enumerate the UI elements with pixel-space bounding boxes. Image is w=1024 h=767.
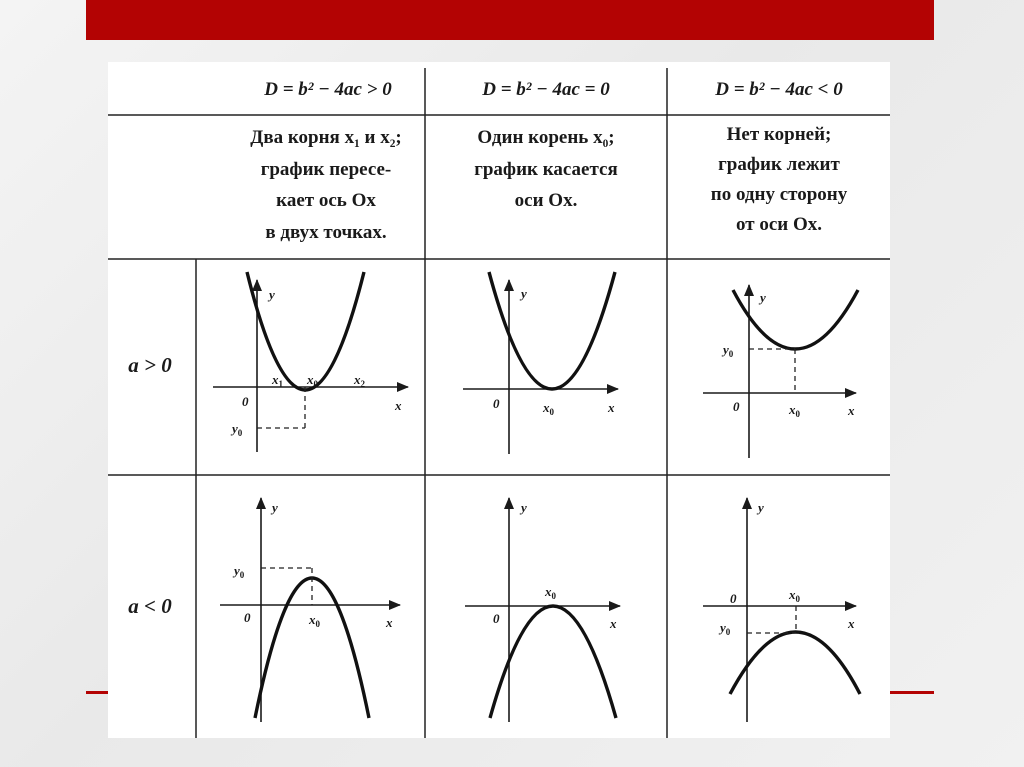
svg-text:x0: $x_0$ [789, 402, 800, 419]
graph-a-neg-d-zero [465, 498, 620, 722]
slide-accent-line-left [86, 691, 110, 694]
svg-text:y0: $y_0$ [723, 342, 734, 359]
description-positive [250, 127, 402, 243]
svg-text:график касается: график касается [474, 159, 618, 180]
svg-text:в двух точках.: в двух точках. [265, 222, 387, 243]
header-discriminant-positive: D = b² − 4ac > 0 [264, 79, 392, 100]
svg-text:x: x [395, 398, 402, 413]
graph-a-neg-d-neg [703, 498, 860, 722]
svg-text:x0: $x_0$ [307, 372, 318, 389]
svg-text:0: 0 [493, 396, 500, 411]
row-label-a-positive: a > 0 [128, 353, 172, 377]
svg-text:x0: $x_0$ [789, 587, 800, 604]
svg-text:x2: $x_2$ [354, 372, 365, 389]
svg-text:0: 0 [242, 394, 249, 409]
header-discriminant-negative: D = b² − 4ac < 0 [715, 79, 843, 100]
svg-text:y0: $y_0$ [720, 620, 731, 637]
svg-text:0: 0 [730, 591, 737, 606]
svg-text:Один корень x₀;: Один корень x₀; [477, 127, 615, 148]
svg-text:y: y [760, 290, 766, 305]
svg-text:x: x [848, 403, 855, 418]
graph-a-pos-d-neg [703, 285, 858, 458]
svg-text:y: y [521, 500, 527, 515]
svg-text:x1: $x_1$ [272, 372, 283, 389]
svg-text:x: x [848, 616, 855, 631]
quadratic-discriminant-table [108, 62, 890, 738]
header-discriminant-zero: D = b² − 4ac = 0 [482, 79, 610, 100]
svg-text:оси Ox.: оси Ox. [514, 190, 578, 211]
svg-text:y: y [758, 500, 764, 515]
slide-accent-line-right [889, 691, 934, 694]
description-zero [474, 127, 618, 211]
svg-text:от оси Ox.: от оси Ox. [736, 214, 822, 235]
svg-text:Два корня x₁ и x₂;: Два корня x₁ и x₂; [250, 127, 402, 148]
svg-text:x0: $x_0$ [543, 400, 554, 417]
graph-a-neg-d-pos [220, 498, 400, 722]
svg-text:0: 0 [493, 611, 500, 626]
svg-text:x0: $x_0$ [309, 612, 320, 629]
svg-text:по одну сторону: по одну сторону [710, 184, 848, 205]
svg-text:y0: $y_0$ [234, 563, 245, 580]
svg-text:y0: $y_0$ [232, 421, 243, 438]
graph-a-pos-d-pos [213, 272, 408, 452]
svg-text:0: 0 [244, 610, 251, 625]
svg-text:x: x [608, 400, 615, 415]
svg-text:y: y [521, 286, 527, 301]
svg-text:график лежит: график лежит [718, 154, 840, 175]
slide-accent-bar [86, 0, 934, 40]
svg-text:x: x [610, 616, 617, 631]
svg-text:y: y [269, 287, 275, 302]
svg-text:0: 0 [733, 399, 740, 414]
svg-text:y: y [272, 500, 278, 515]
svg-text:кает ось Ox: кает ось Ox [276, 190, 376, 211]
svg-text:график пересе-: график пересе- [260, 159, 392, 180]
svg-text:x0: $x_0$ [545, 584, 556, 601]
svg-text:x: x [386, 615, 393, 630]
description-negative [711, 124, 848, 235]
row-label-a-negative: a < 0 [128, 594, 172, 618]
svg-text:Нет корней;: Нет корней; [726, 124, 832, 145]
graph-a-pos-d-zero [463, 272, 618, 454]
